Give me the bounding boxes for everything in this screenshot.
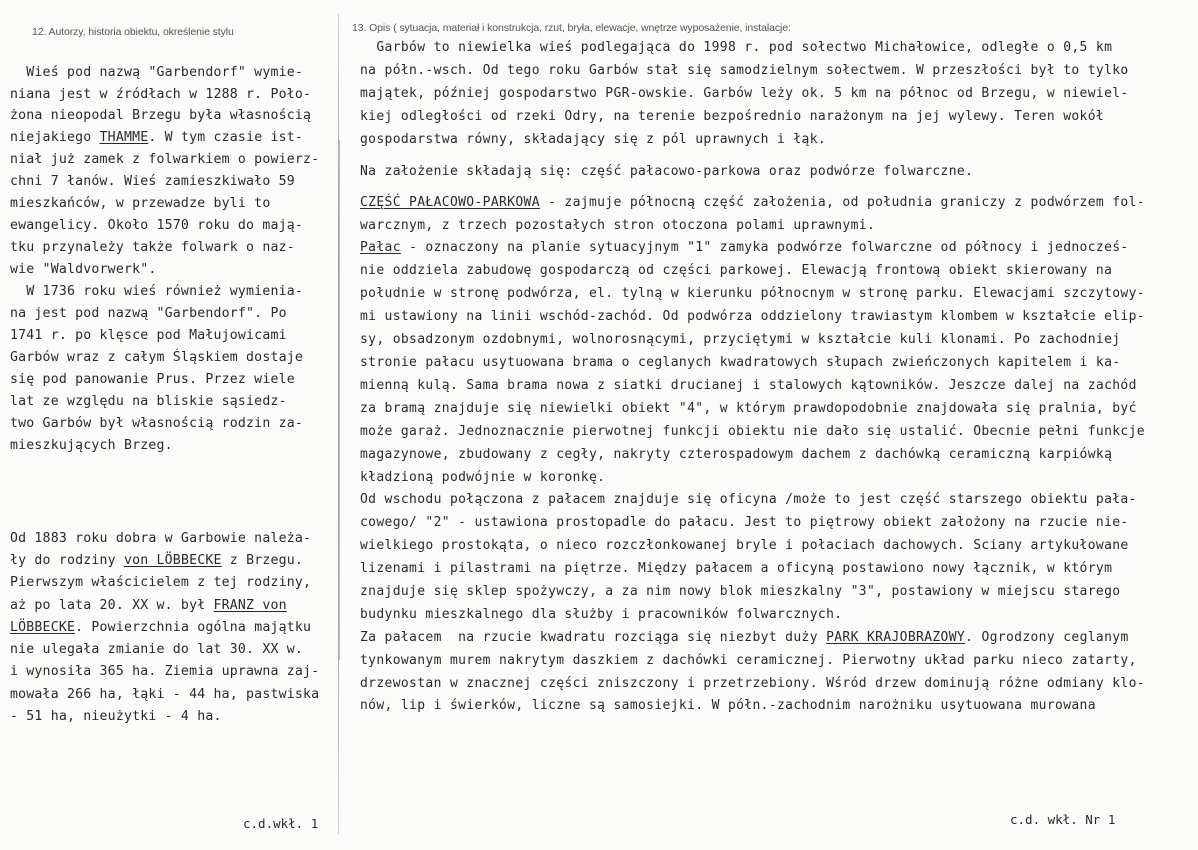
text-run: cowego/ "2" - ustawiona prostopadle do pałacu. Jest to piętrowy obiekt założony na rzucie nie- xyxy=(360,515,1129,530)
text-run: . Powierzchnia ogólna majątku xyxy=(75,620,312,635)
underlined-name: PARK KRAJOBRAZOWY xyxy=(826,630,966,645)
history-line xyxy=(10,65,303,81)
text-run: tynkowanym murem nakrytym daszkiem z dachówki ceramicznej. Pierwotny układ parku nieco zatarty, xyxy=(360,653,1137,668)
text-run: mieszkujących Brzeg. xyxy=(10,438,173,453)
text-run: - zajmuje północną część założenia, od południa graniczy z podwórzem fol- xyxy=(539,195,1145,210)
text-run: - 51 ha, nieużytki - 4 ha. xyxy=(10,709,222,724)
text-run: i wynosiła 365 ha. Ziemia uprawna zaj- xyxy=(10,664,320,679)
history-line xyxy=(10,196,270,212)
description-line xyxy=(360,676,1145,692)
text-run: nów, lip i świerków, liczne są samosiejki. W półn.-zachodnim narożniku usytuowana murowana xyxy=(360,698,1096,713)
text-run: na półn.-wsch. Od tego roku Garbów stał się samodzielnym sołectwem. W przeszłości był to tylko xyxy=(360,63,1129,78)
text-run: lizenami i pilastrami na piętrze. Między pałacem a oficyną postawiono nowy łącznik, w którym xyxy=(360,561,1113,576)
text-run: . Ogrodzony ceglanym xyxy=(965,630,1129,645)
description-line xyxy=(360,164,973,180)
text-run: Pierwszym właścicielem z tej rodziny, xyxy=(10,575,312,590)
history-line xyxy=(10,620,311,636)
history-line xyxy=(10,531,311,547)
description-line xyxy=(360,263,1112,279)
description-line xyxy=(360,607,842,623)
text-run: Wieś pod nazwą "Garbendorf" wymie- xyxy=(10,65,304,80)
text-run: chni 7 łanów. Wieś zamieszkiwało 59 xyxy=(10,174,295,189)
text-run: Garbów wraz z całym Śląskiem dostaje xyxy=(10,350,304,365)
underlined-name: THAMME xyxy=(99,130,149,145)
history-line xyxy=(10,394,287,410)
history-line xyxy=(10,152,319,168)
history-line xyxy=(10,575,311,591)
description-line xyxy=(360,378,1137,394)
description-line xyxy=(360,132,826,148)
underlined-name: LÖBBECKE xyxy=(10,620,76,635)
text-run: nie oddziela zabudowę gospodarczą od części parkowej. Elewacją frontową obiekt skierowany na xyxy=(360,263,1113,278)
description-line xyxy=(360,109,1104,125)
history-line xyxy=(10,664,319,680)
history-line xyxy=(10,108,311,124)
column-divider-shadow xyxy=(339,140,340,660)
text-run: mieszkańców, w przewadze byli to xyxy=(10,196,271,211)
text-run: kładzioną podwójnie w koronkę. xyxy=(360,470,606,485)
history-line xyxy=(10,328,287,344)
description-line xyxy=(360,424,1145,440)
text-run: może garaż. Jednoznacznie pierwotnej funkcji obiektu nie dało się ustalić. Obecnie pełni funkcje xyxy=(360,424,1145,439)
text-run: Za pałacem na rzucie kwadratu rozciąga się niezbyt duży xyxy=(360,630,827,645)
description-line xyxy=(360,561,1112,577)
text-run: wie "Waldvorwerk". xyxy=(10,262,157,277)
description-line xyxy=(360,515,1129,531)
description-line xyxy=(360,240,1129,256)
description-line xyxy=(360,470,605,486)
underlined-name: Pałac xyxy=(360,240,401,255)
text-run: na jest pod nazwą "Garbendorf". Po xyxy=(10,306,287,321)
text-run: wielkiego prostokąta, o nieco rozczłonkowanej bryle i połaciach dachowych. Sciany artykułowane xyxy=(360,538,1129,553)
history-line xyxy=(10,174,295,190)
history-line xyxy=(10,372,295,388)
text-run: ewangelicy. Około 1570 roku do mają- xyxy=(10,218,304,233)
text-run: two Garbów był własnością rodzin za- xyxy=(10,416,304,431)
underlined-name: FRANZ von xyxy=(213,598,287,613)
underlined-name: CZĘŚĆ PAŁACOWO-PARKOWA xyxy=(360,195,540,210)
text-run: magazynowe, zbudowany z cegły, nakryty czterospadowym dachem z dachówką ceramiczną karpiówką xyxy=(360,447,1113,462)
description-line xyxy=(360,40,1112,56)
text-run: lat ze względu na bliskie sąsiedz- xyxy=(10,394,287,409)
text-run: niał już zamek z folwarkiem o powierz- xyxy=(10,152,320,167)
history-line xyxy=(10,642,303,658)
text-run: warcznym, z trzech pozostałych stron otoczona polami uprawnymi. xyxy=(360,218,876,233)
history-line xyxy=(10,438,173,454)
history-line xyxy=(10,687,319,703)
history-line xyxy=(10,284,303,300)
text-run: kiej odległości od rzeki Odry, na terenie bezpośrednio narażonym na jej wylewy. Teren wokół xyxy=(360,109,1105,124)
text-run: drzewostan w znacznej części zniszczony i przetrzebiony. Wśród drzew dominują różne odmiany klo- xyxy=(360,676,1145,691)
description-line xyxy=(360,86,1129,102)
text-run: . W tym czasie ist- xyxy=(148,130,304,145)
text-run: tku przynależy także folwark o naz- xyxy=(10,240,295,255)
right-continuation-note: c.d. wkł. Nr 1 xyxy=(1010,812,1116,827)
description-line xyxy=(360,401,1137,417)
text-run: mowała 266 ha, łąki - 44 ha, pastwiska xyxy=(10,687,320,702)
text-run: stronie pałacu usytuowana brama o ceglanych kwadratowych słupach zwieńczonych kapitelem i ka- xyxy=(360,355,1121,370)
history-line xyxy=(10,350,303,366)
text-run: z Brzegu. xyxy=(221,553,304,568)
description-line xyxy=(360,286,1145,302)
history-line xyxy=(10,598,287,614)
left-continuation-note: c.d.wkł. 1 xyxy=(243,816,319,831)
text-run: Na założenie składają się: część pałacowo-parkowa oraz podwórze folwarczne. xyxy=(360,164,974,179)
text-run: się pod panowanie Prus. Przez wiele xyxy=(10,372,295,387)
history-line xyxy=(10,306,287,322)
history-line xyxy=(10,553,303,569)
description-line xyxy=(360,653,1137,669)
history-line xyxy=(10,87,311,103)
left-column-header: 12. Autorzy, historia obiektu, określenie stylu xyxy=(32,26,234,38)
description-line xyxy=(360,447,1112,463)
text-run: żona nieopodal Brzegu była własnością xyxy=(10,108,312,123)
text-run: mi ustawiony na linii wschód-zachód. Od podwórza oddzielony trawiastym klombem w kształcie elip- xyxy=(360,309,1145,324)
description-line xyxy=(360,698,1096,714)
text-run: niejakiego xyxy=(10,130,100,145)
history-line xyxy=(10,130,303,146)
right-column-header: 13. Opis ( sytuacja, materiał i konstrukcja, rzut, bryła, elewacje, wnętrze wyposażenie, instalacje: xyxy=(352,22,791,34)
description-line xyxy=(360,492,1137,508)
text-run: budynku mieszkalnego dla służby i pracowników folwarcznych. xyxy=(360,607,843,622)
text-run: za bramą znajduje się niewielki obiekt "4", w którym prawdopodobnie znajdowała się pralnia, być xyxy=(360,401,1137,416)
text-run: sy, obsadzonym ozdobnymi, wolnorosnącymi, przyciętymi w kształcie kuli klonami. Po zachodniej xyxy=(360,332,1121,347)
text-run: aż po lata 20. XX w. był xyxy=(10,598,214,613)
text-run: majątek, później gospodarstwo PGR-owskie. Garbów leży ok. 5 km na północ od Brzegu, w niewiel- xyxy=(360,86,1129,101)
text-run: Od 1883 roku dobra w Garbowie należa- xyxy=(10,531,312,546)
text-run: gospodarstwa równy, składający się z pól uprawnych i łąk. xyxy=(360,132,827,147)
text-run: południe w stronę podwórza, el. tylną w kierunku północnym w stronę parku. Elewacjami szczytowy- xyxy=(360,286,1145,301)
description-line xyxy=(360,584,1120,600)
text-run: Garbów to niewielka wieś podlegająca do 1998 r. pod sołectwo Michałowice, odległe o 0,5 km xyxy=(360,40,1113,55)
text-run: - oznaczony na planie sytuacyjnym "1" zamyka podwórze folwarczne od północy i jednocześ- xyxy=(400,240,1129,255)
text-run: nie ulegała zmianie do lat 30. XX w. xyxy=(10,642,304,657)
text-run: ły do rodziny xyxy=(10,553,124,568)
description-line xyxy=(360,332,1120,348)
history-line xyxy=(10,709,222,725)
text-run: niana jest w źródłach w 1288 r. Poło- xyxy=(10,87,312,102)
description-line xyxy=(360,63,1129,79)
history-line xyxy=(10,218,303,234)
description-line xyxy=(360,218,875,234)
history-line xyxy=(10,240,295,256)
text-run: 1741 r. po klęsce pod Małujowicami xyxy=(10,328,287,343)
description-line xyxy=(360,309,1145,325)
history-line xyxy=(10,262,157,278)
description-line xyxy=(360,355,1120,371)
text-run: W 1736 roku wieś również wymienia- xyxy=(10,284,304,299)
description-line xyxy=(360,195,1145,211)
text-run: mienną kulą. Sama brama nowa z siatki drucianej i stalowych kątowników. Jeszcze dalej na zachód xyxy=(360,378,1137,393)
history-line xyxy=(10,416,303,432)
underlined-name: von LÖBBECKE xyxy=(123,553,222,568)
text-run: znajduje się sklep spożywczy, a za nim nowy blok mieszkalny "3", postawiony w miejscu starego xyxy=(360,584,1121,599)
text-run: Od wschodu połączona z pałacem znajduje się oficyna /może to jest część starszego obiektu pała- xyxy=(360,492,1137,507)
description-line xyxy=(360,538,1129,554)
description-line xyxy=(360,630,1129,646)
